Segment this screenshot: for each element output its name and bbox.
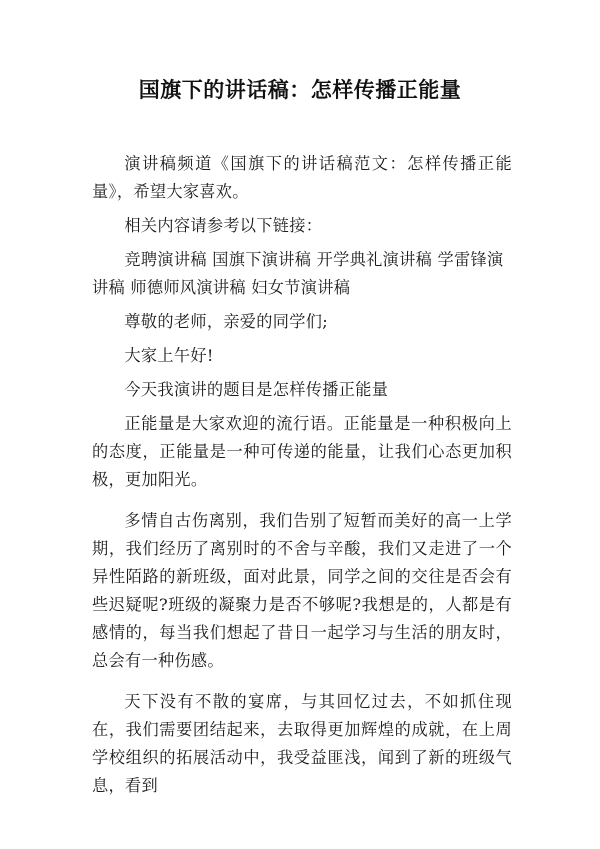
salutation-paragraph: 尊敬的老师，亲爱的同学们; (124, 312, 328, 331)
greeting-paragraph: 大家上午好! (124, 346, 214, 365)
body-paragraph: 多情自古伤离别，我们告别了短暂而美好的高一上学期，我们经历了离别时的不舍与辛酸，我们又走进了一个异性陌路的新班级，面对此景，同学之间的交往是否会有些迟疑呢?班级的凝聚力是否不够呢?我想是的，人都是有感情的，每当我们想起了昔日一起学习与生活的朋友时，总会有一种伤感。 (92, 511, 512, 670)
intro-paragraph: 演讲稿频道《国旗下的讲话稿范文：怎样传播正能量》，希望大家喜欢。 (92, 154, 512, 201)
document-body (92, 150, 512, 806)
topic-paragraph: 今天我演讲的题目是怎样传播正能量 (124, 380, 389, 399)
related-links-paragraph: 竞聘演讲稿 国旗下演讲稿 开学典礼演讲稿 学雷锋演讲稿 师德师风演讲稿 妇女节演讲稿 (92, 250, 504, 297)
body-paragraph: 天下没有不散的宴席，与其回忆过去，不如抓住现在，我们需要团结起来，去取得更加辉煌的成就，在上周学校组织的拓展活动中，我受益匪浅，闻到了新的班级气息，看到 (92, 692, 512, 795)
body-paragraph: 正能量是大家欢迎的流行语。正能量是一种积极向上的态度，正能量是一种可传递的能量，让我们心态更加积极，更加阳光。 (92, 414, 512, 489)
document-title: 国旗下的讲话稿：怎样传播正能量 (138, 78, 462, 102)
links-intro-paragraph: 相关内容请参考以下链接： (124, 216, 323, 235)
